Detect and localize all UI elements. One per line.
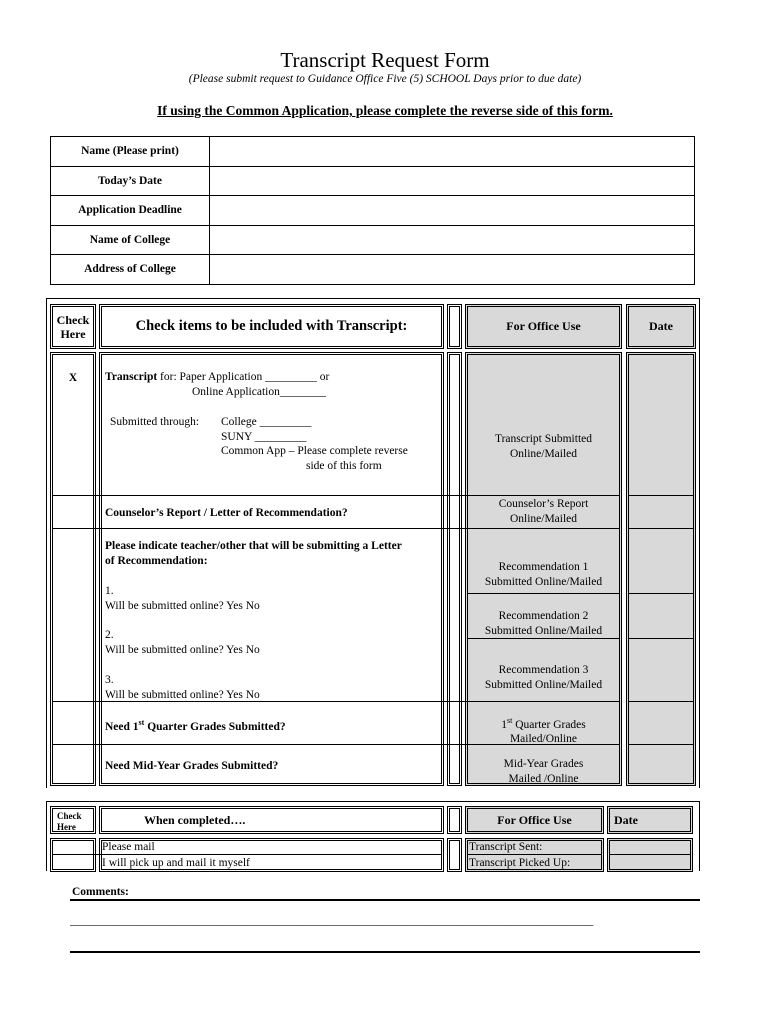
info-row-address: [51, 255, 695, 285]
completion-check-header: Check Here: [50, 806, 96, 834]
office-use-header: For Office Use: [465, 304, 622, 349]
completion-date-header: Date: [607, 806, 693, 834]
completion-check-column: [50, 838, 96, 872]
transcript-picked-up-label: Transcript Picked Up:: [469, 857, 571, 869]
comments-label: Comments:: [72, 886, 129, 898]
office-text: Mid-Year Grades: [503, 758, 584, 770]
info-row-deadline: [51, 196, 695, 226]
office-text: Mailed /Online: [508, 772, 579, 785]
office-text: Submitted Online/Mailed: [484, 678, 603, 691]
transcript-label: Transcript: [105, 371, 158, 383]
common-app-notice: If using the Common Application, please complete the reverse side of this form.: [157, 103, 613, 118]
name-field[interactable]: [210, 137, 695, 167]
info-label: Address of College: [51, 255, 210, 285]
rec2-office-status: [465, 609, 622, 638]
check-column: [50, 352, 96, 786]
first-quarter-item: [105, 716, 440, 734]
office-text: Submitted Online/Mailed: [484, 575, 603, 588]
option-suny: SUNY _________: [221, 430, 307, 443]
transcript-sent-label: Transcript Sent:: [469, 841, 543, 853]
office-text: Submitted Online/Mailed: [484, 624, 603, 637]
recommendation-label: Please indicate teacher/other that will be submitting a Letter: [105, 540, 402, 552]
form-subtitle: (Please submit request to Guidance Office Five (5) SCHOOL Days prior to due date): [188, 73, 582, 85]
office-text: Transcript Submitted: [494, 433, 592, 445]
info-label: Application Deadline: [51, 196, 210, 226]
submitted-through-options: [221, 415, 441, 473]
online-question[interactable]: Will be submitted online? Yes No: [105, 599, 260, 612]
info-label: Name (Please print): [51, 137, 210, 167]
mid-year-item: Need Mid-Year Grades Submitted?: [105, 760, 279, 772]
fq-text: Need 1: [105, 720, 139, 733]
online-question[interactable]: Will be submitted online? Yes No: [105, 643, 260, 656]
recommendation-item: [105, 539, 441, 568]
rec1-office-status: [465, 560, 622, 589]
office-text: Online/Mailed: [509, 447, 578, 460]
recommendation-2: [105, 628, 441, 657]
office-text: Quarter Grades: [512, 718, 586, 731]
submitted-through-label: Submitted through:: [110, 416, 200, 428]
info-label: Today’s Date: [51, 166, 210, 196]
date-header: Date: [626, 304, 696, 349]
office-text: 1: [501, 718, 507, 731]
transcript-paper-option: for: Paper Application _________ or: [157, 371, 330, 383]
college-address-field[interactable]: [210, 255, 695, 285]
option-college: College _________: [221, 416, 312, 428]
info-row-name: [51, 137, 695, 167]
form-title: Transcript Request Form: [280, 48, 490, 72]
spacer-column: [447, 838, 462, 872]
comments-line[interactable]: ___________________________________________________________________________________________: [70, 915, 594, 927]
mid-year-office-status: [465, 757, 622, 786]
recommender-number: 1.: [105, 585, 114, 597]
recommendation-3: [105, 673, 441, 702]
check-here-header: Check Here: [50, 304, 96, 349]
option-please-mail[interactable]: Please mail: [102, 841, 155, 853]
transcript-online-option: Online Application________: [192, 385, 326, 398]
items-header: Check items to be included with Transcript:: [99, 304, 444, 349]
office-text: Recommendation 3: [498, 664, 589, 676]
rec3-office-status: [465, 663, 622, 692]
counselor-office-status: [465, 497, 622, 526]
transcript-office-status: [465, 432, 622, 461]
office-text: Counselor’s Report: [498, 498, 589, 510]
option-common-app-cont: side of this form: [306, 459, 382, 472]
todays-date-field[interactable]: [210, 166, 695, 196]
transcript-check-mark[interactable]: X: [68, 372, 78, 384]
online-question[interactable]: Will be submitted online? Yes No: [105, 688, 260, 701]
fq-text: Quarter Grades Submitted?: [144, 720, 286, 733]
college-name-field[interactable]: [210, 225, 695, 255]
option-pick-up[interactable]: I will pick up and mail it myself: [102, 857, 250, 869]
office-text: Online/Mailed: [509, 512, 578, 525]
recommendation-1: [105, 584, 441, 613]
first-quarter-office-status: [465, 714, 622, 747]
fq-sup: st: [138, 718, 145, 727]
deadline-field[interactable]: [210, 196, 695, 226]
date-column: [626, 352, 696, 786]
info-row-college: [51, 225, 695, 255]
recommender-number: 2.: [105, 629, 114, 641]
office-sup: st: [506, 716, 513, 725]
office-text: Mailed/Online: [509, 733, 578, 746]
info-row-date: [51, 166, 695, 196]
when-completed-header: When completed….: [99, 806, 444, 834]
info-label: Name of College: [51, 225, 210, 255]
completion-office-header: For Office Use: [465, 806, 604, 834]
completion-date-column: [607, 838, 693, 872]
applicant-info-table: [50, 136, 695, 285]
counselor-report-item: Counselor’s Report / Letter of Recommendation?: [105, 507, 348, 519]
recommender-number: 3.: [105, 674, 114, 686]
option-common-app: Common App – Please complete reverse: [221, 445, 408, 457]
recommendation-label: of Recommendation:: [105, 554, 208, 567]
spacer-cell: [447, 304, 462, 349]
office-text: Recommendation 2: [498, 610, 589, 622]
transcript-item: [105, 370, 440, 399]
spacer-cell: [447, 806, 462, 834]
spacer-column: [447, 352, 462, 786]
office-text: Recommendation 1: [498, 561, 589, 573]
